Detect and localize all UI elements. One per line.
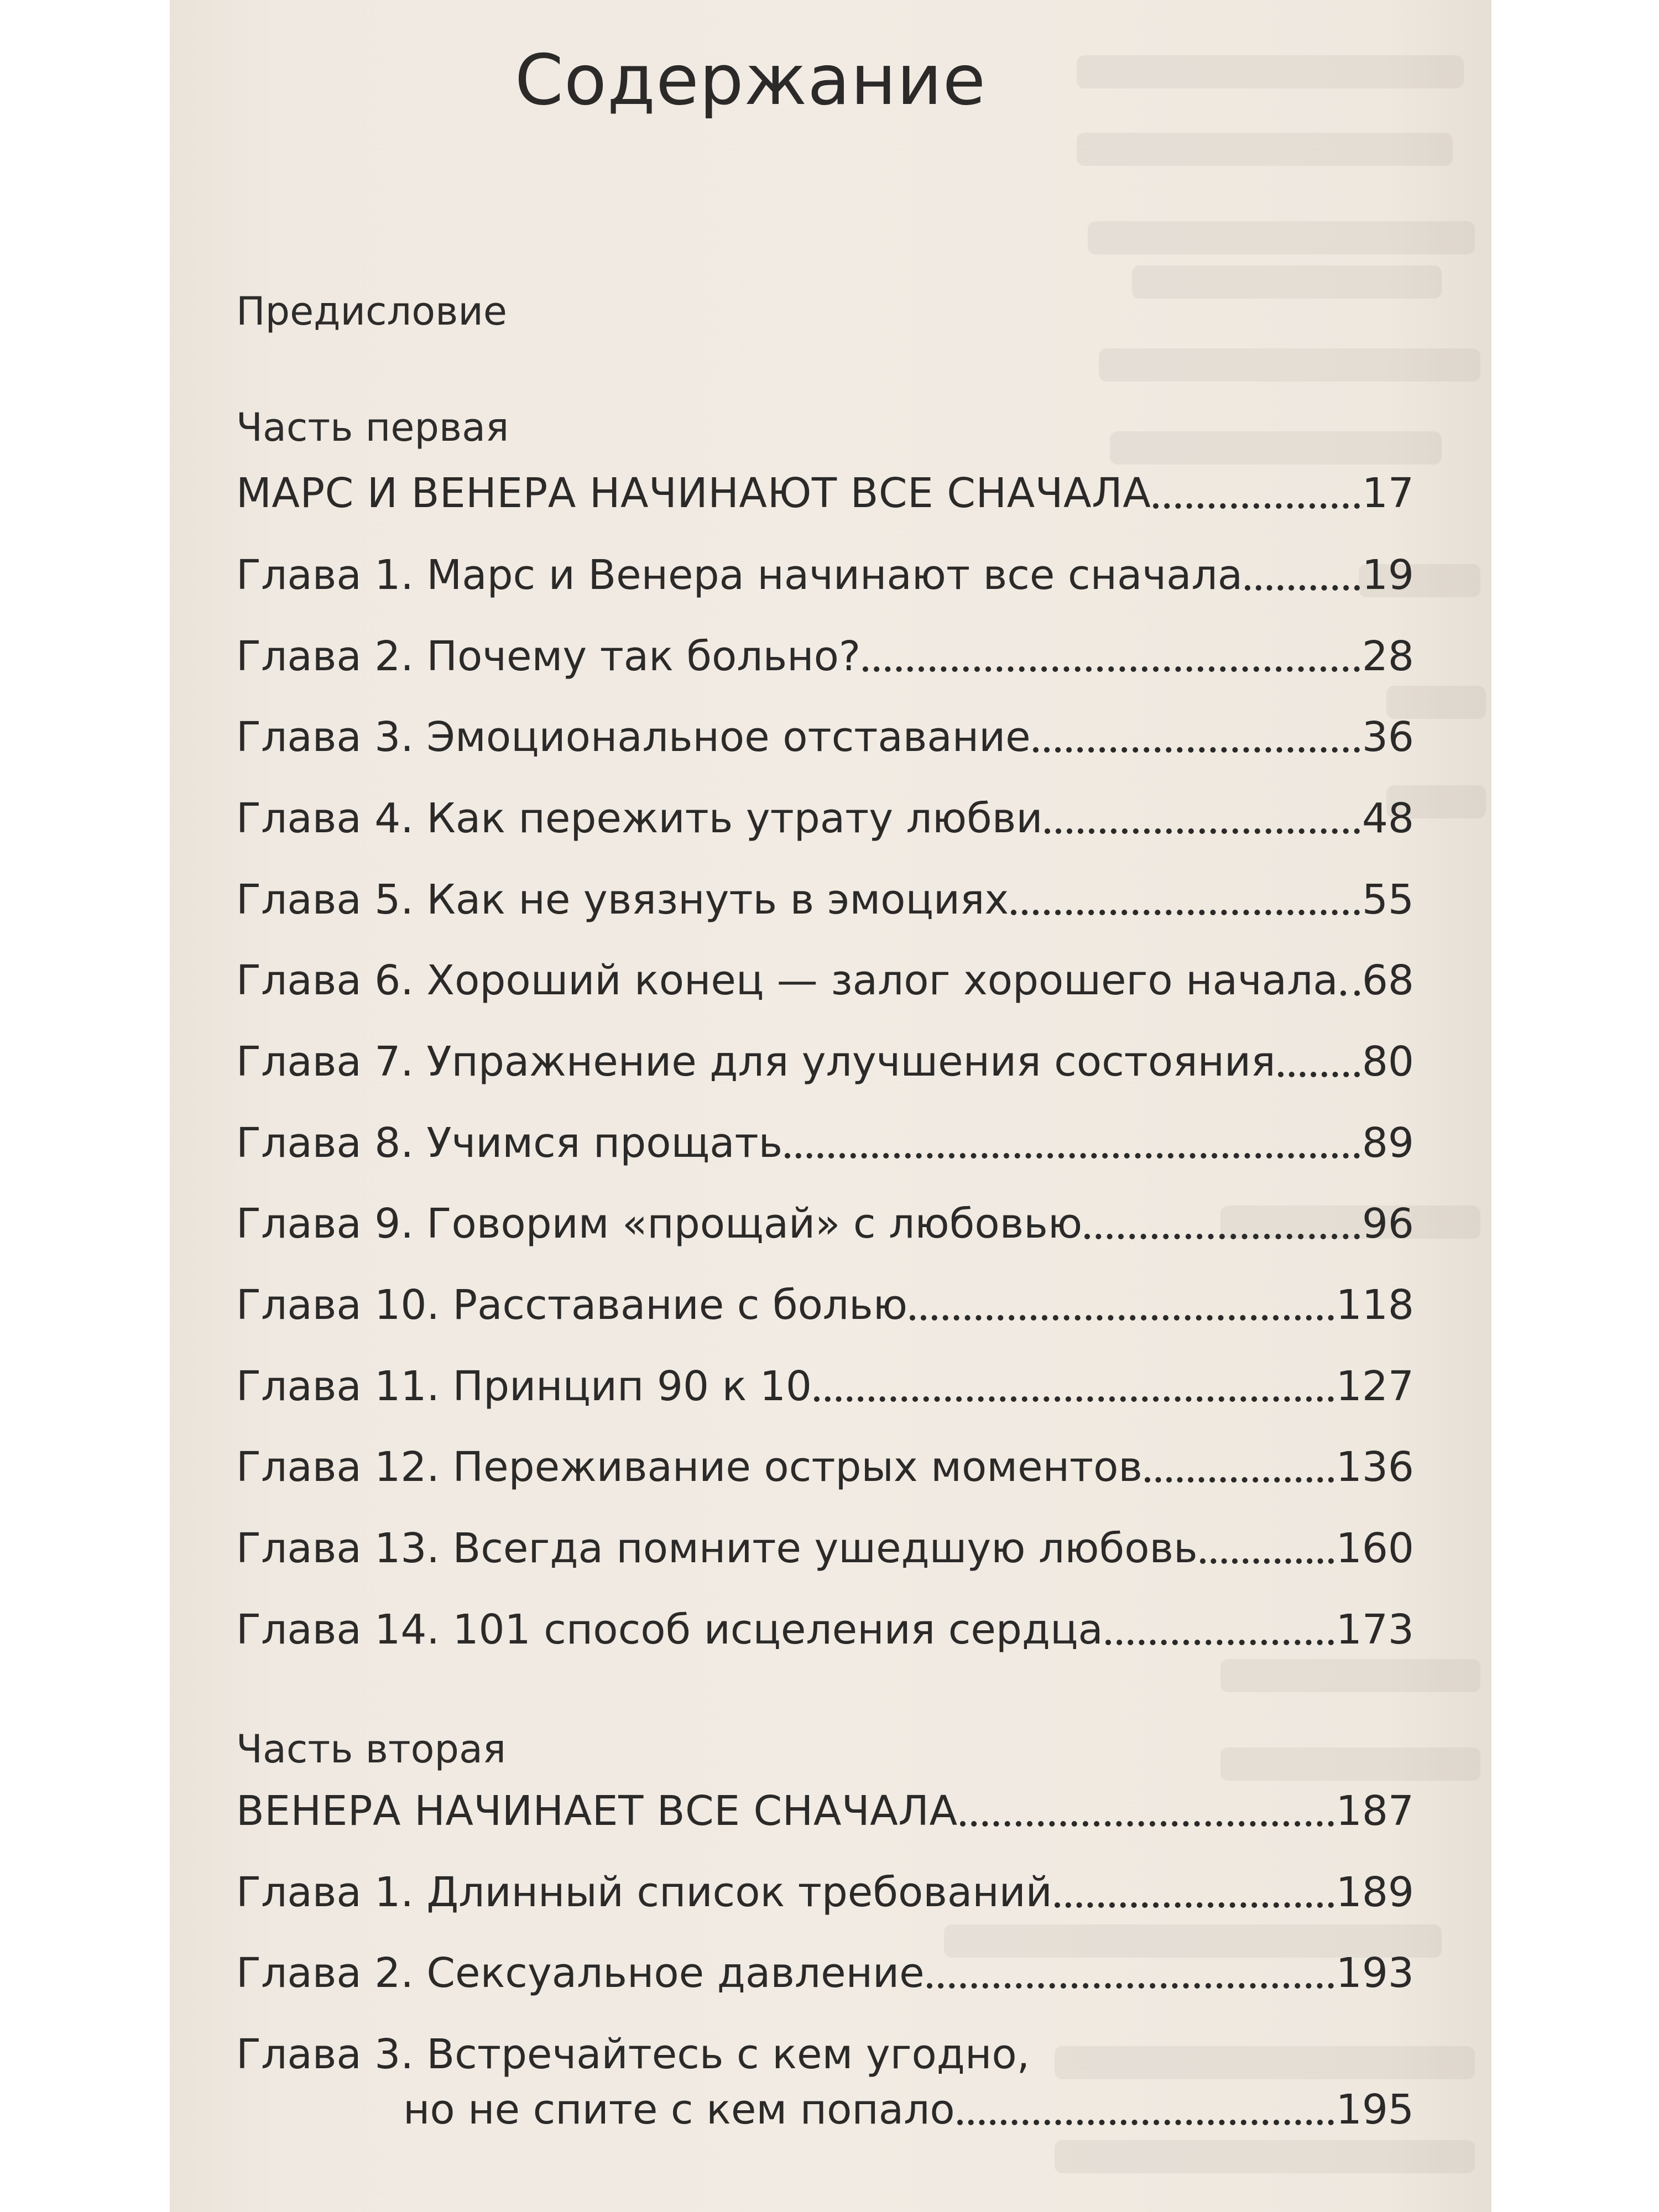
toc-entry-title: Глава 6. Хороший конец — залог хорошего начала [236,957,1338,1004]
toc-entry-chapter[interactable] [236,1115,1414,1171]
toc-entry-title: Глава 2. Сексуальное давление [236,1949,925,1997]
toc-entry-title: Глава 9. Говорим «прощай» с любовью [236,1200,1083,1248]
toc-entry-title: Глава 13. Всегда помните ушедшую любовь [236,1525,1198,1572]
toc-entry-chapter[interactable] [236,1034,1414,1089]
toc-entry-part-one[interactable] [236,466,1414,521]
toc-entry-title: Глава 1. Марс и Венера начинают все сначала [236,551,1243,599]
toc-entry-title: Глава 2. Почему так больно? [236,633,861,680]
dot-leader [814,1396,1334,1402]
toc-entry-chapter[interactable] [236,709,1414,765]
toc-entry-page: 160 [1335,1525,1414,1572]
toc-entry-title: Глава 14. 101 способ исцеления сердца [236,1606,1103,1653]
dot-leader [1145,1477,1334,1483]
toc-entry-page: 173 [1335,1606,1414,1653]
toc-entry-page: 89 [1361,1119,1414,1167]
toc-entry-title: Глава 11. Принцип 90 к 10 [236,1363,812,1410]
dot-leader [1200,1558,1334,1564]
toc-entry-page: 127 [1335,1363,1414,1410]
toc-entry-page: 48 [1361,795,1414,842]
dot-leader [1340,990,1360,996]
toc-entry-chapter[interactable] [403,2082,1414,2137]
toc-entry-title: Глава 8. Учимся прощать [236,1119,783,1167]
toc-entry-chapter[interactable] [236,791,1414,846]
toc-entry-chapter[interactable] [236,547,1414,603]
toc-entry-page: 28 [1361,633,1414,680]
dot-leader [1011,910,1360,915]
preface-label: Предисловие [236,289,507,334]
dot-leader [1245,585,1360,591]
dot-leader [785,1153,1360,1159]
toc-entry-page: 193 [1335,1949,1414,1997]
toc-entry-title: ВЕНЕРА НАЧИНАЕТ ВСЕ СНАЧАЛА [236,1787,958,1835]
toc-entry-page: 195 [1335,2086,1414,2133]
part-two-label: Часть вторая [236,1726,506,1772]
toc-entry-title-line1[interactable]: Глава 3. Встречайтесь с кем угодно, [236,2031,1030,2078]
toc-entry-chapter[interactable] [236,1521,1414,1576]
dot-leader [1105,1640,1334,1645]
toc-entry-chapter[interactable] [236,872,1414,927]
toc-entry-page: 96 [1361,1200,1414,1248]
toc-entry-title: Глава 3. Эмоциональное отставание [236,713,1031,761]
part-one-label: Часть первая [236,405,509,450]
toc-entry-page: 187 [1335,1787,1414,1835]
toc-entry-title: Глава 7. Упражнение для улучшения состояния [236,1038,1276,1086]
toc-entry-page: 80 [1361,1038,1414,1086]
dot-leader [910,1315,1334,1321]
page-title: Содержание [514,39,987,121]
toc-entry-page: 68 [1361,957,1414,1004]
toc-entry-chapter[interactable] [236,1196,1414,1251]
dot-leader [1045,828,1359,834]
toc-entry-title: Глава 1. Длинный список требований [236,1869,1052,1916]
toc-entry-title: Глава 4. Как пережить утрату любви [236,795,1043,842]
toc-entry-chapter[interactable] [236,1602,1414,1657]
dot-leader [1278,1072,1360,1077]
dot-leader [863,666,1360,672]
dot-leader [1033,747,1360,753]
toc-entry-page: 189 [1335,1869,1414,1916]
dot-leader [957,2120,1334,2125]
dot-leader [960,1821,1334,1827]
toc-entry-chapter[interactable] [236,953,1414,1008]
toc-entry-chapter[interactable] [236,1277,1414,1333]
toc-entry-page: 36 [1361,713,1414,761]
dot-leader [927,1983,1334,1989]
toc-entry-page: 19 [1361,551,1414,599]
toc-entry-page: 118 [1335,1281,1414,1329]
toc-entry-title-line2: но не спите с кем попало [403,2086,955,2133]
toc-entry-page: 17 [1361,469,1414,517]
toc-entry-part-two[interactable] [236,1783,1414,1839]
book-page [170,0,1491,2212]
dot-leader [1055,1902,1334,1908]
dot-leader [1084,1234,1360,1239]
toc-entry-chapter[interactable] [236,1945,1414,2001]
toc-entry-page: 136 [1335,1443,1414,1491]
toc-entry-title: Глава 5. Как не увязнуть в эмоциях [236,876,1009,924]
toc-entry-chapter[interactable] [236,1865,1414,1920]
toc-entry-title: Глава 12. Переживание острых моментов [236,1443,1142,1491]
toc-entry-page: 55 [1361,876,1414,924]
toc-entry-chapter[interactable] [236,629,1414,684]
toc-entry-chapter[interactable] [236,1359,1414,1414]
dot-leader [1153,503,1359,509]
toc-entry-title: МАРС И ВЕНЕРА НАЧИНАЮТ ВСЕ СНАЧАЛА [236,469,1151,517]
toc-entry-chapter[interactable] [236,1439,1414,1495]
toc-entry-title: Глава 10. Расставание с болью [236,1281,908,1329]
